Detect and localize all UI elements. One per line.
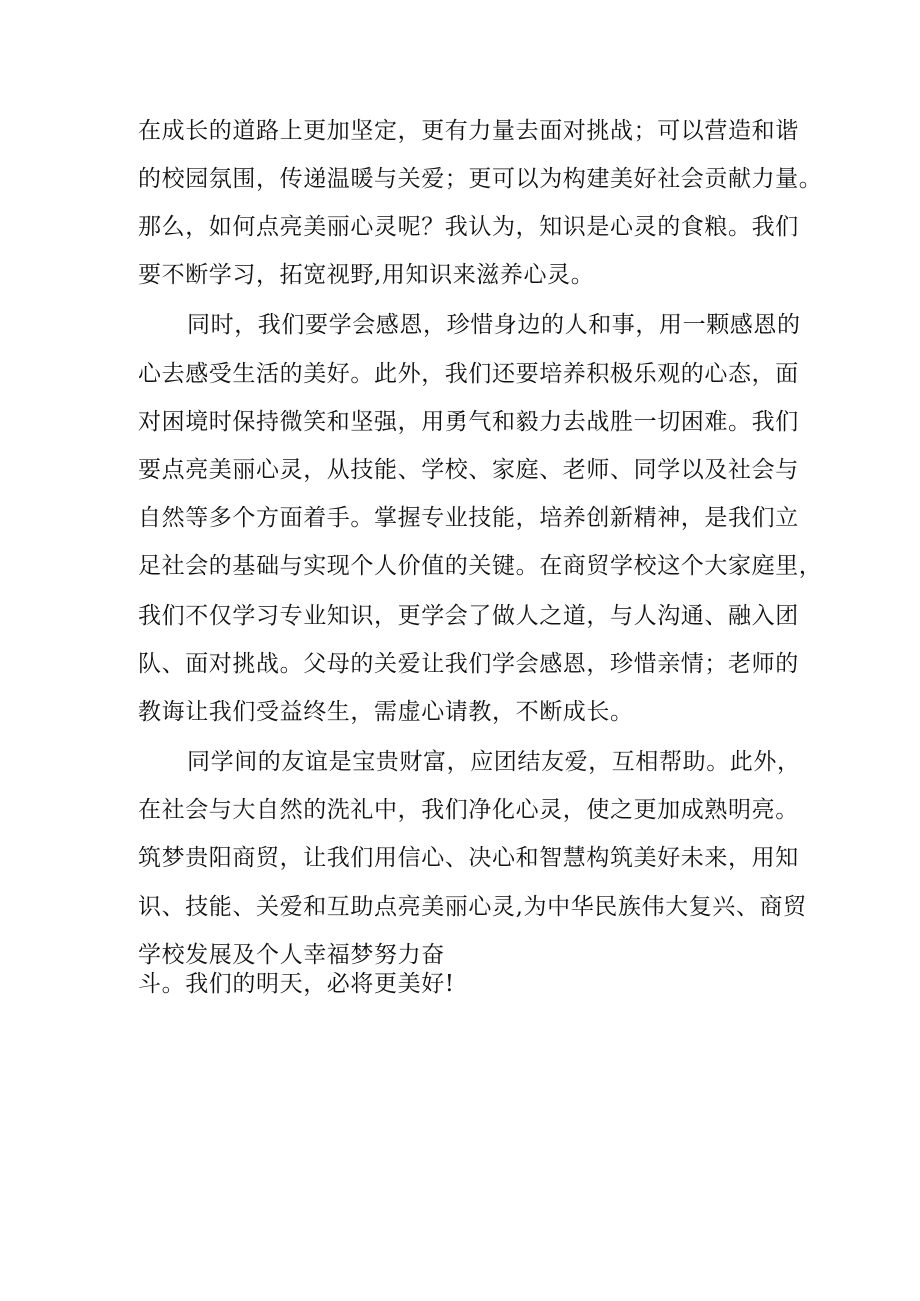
text-line: 的校园氛围，传递温暖与关爱；更可以为构建美好社会贡献力量。 (138, 166, 823, 192)
text-line: 斗。我们的明天，必将更美好! (138, 971, 455, 997)
text-line: 心去感受生活的美好。此外，我们还要培养积极乐观的心态，面 (138, 361, 799, 387)
text-line: 在成长的道路上更加坚定，更有力量去面对挑战；可以营造和谐 (138, 118, 799, 144)
text-line: 队、面对挑战。父母的关爱让我们学会感恩，珍惜亲情；老师的 (138, 651, 799, 677)
text-line: 筑梦贵阳商贸，让我们用信心、决心和智慧构筑美好未来，用知 (138, 845, 799, 871)
text-line: 同时，我们要学会感恩，珍惜身边的人和事，用一颗感恩的 (187, 312, 801, 338)
text-line: 在社会与大自然的洗礼中，我们净化心灵，使之更加成熟明亮。 (138, 797, 799, 823)
text-line: 要点亮美丽心灵，从技能、学校、家庭、老师、同学以及社会与 (138, 457, 799, 483)
text-line: 学校发展及个人幸福梦努力奋 (138, 942, 445, 968)
text-line: 足社会的基础与实现个人价值的关键。在商贸学校这个大家庭里， (138, 553, 823, 579)
text-line: 识、技能、关爱和互助点亮美丽心灵,为中华民族伟大复兴、商贸 (138, 894, 807, 920)
text-line: 同学间的友谊是宝贵财富，应团结友爱，互相帮助。此外， (187, 749, 801, 775)
text-line: 我们不仅学习专业知识，更学会了做人之道，与人沟通、融入团 (138, 603, 799, 629)
text-line: 那么，如何点亮美丽心灵呢？我认为，知识是心灵的食粮。我们 (138, 214, 799, 240)
text-line: 自然等多个方面着手。掌握专业技能，培养创新精神，是我们立 (138, 505, 799, 531)
text-line: 要不断学习，拓宽视野,用知识来滋养心灵。 (138, 262, 595, 288)
text-line: 教诲让我们受益终生，需虚心请教，不断成长。 (138, 699, 634, 725)
text-line: 对困境时保持微笑和坚强，用勇气和毅力去战胜一切困难。我们 (138, 409, 799, 435)
